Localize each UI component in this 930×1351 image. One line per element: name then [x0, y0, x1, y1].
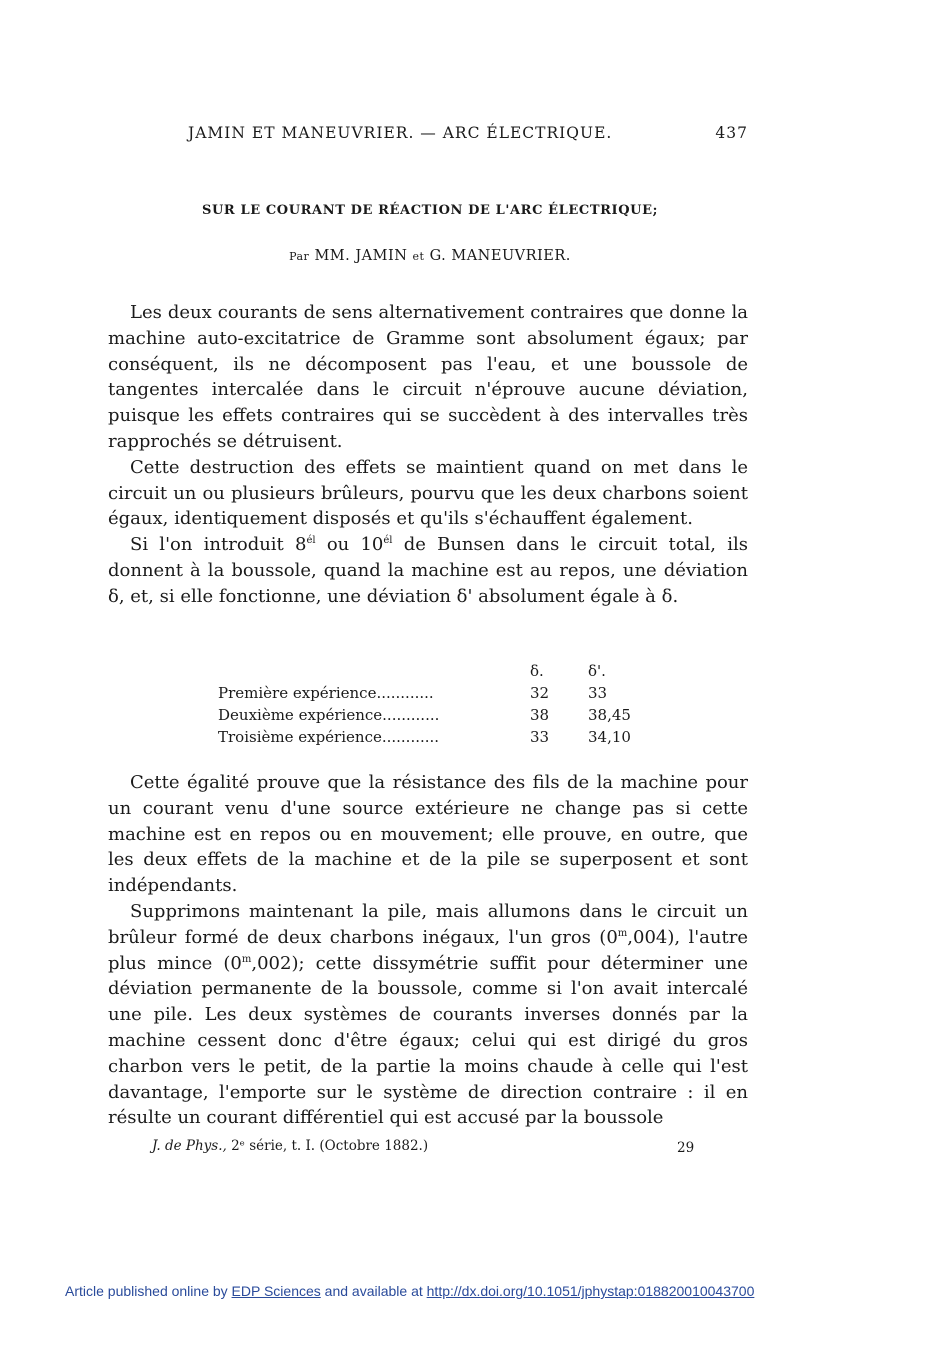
paragraph-3: [108, 532, 748, 609]
table-cell: Première expérience............: [218, 684, 434, 702]
p5-sup-1: m: [617, 927, 628, 939]
authors-line: [110, 248, 750, 264]
footer-series: 2ᵉ série, t. I. (Octobre 1882.): [226, 1138, 429, 1154]
authors-names-1: MM. JAMIN: [314, 248, 408, 264]
banner-middle: and available at: [320, 1283, 427, 1299]
table-header-row: [218, 660, 658, 682]
table-row: [218, 726, 658, 748]
p3-sup-1: él: [306, 535, 316, 547]
authors-par: Par: [289, 250, 310, 263]
p5-sup-2: m: [241, 953, 252, 965]
table-cell: Deuxième expérience............: [218, 706, 440, 724]
table-header-cell: δ.: [530, 662, 544, 680]
signature-mark: 29: [677, 1140, 695, 1156]
p3-text-a: Si l'on introduit 8: [130, 534, 307, 556]
running-title: JAMIN ET MANEUVRIER. — ARC ÉLECTRIQUE.: [188, 124, 613, 142]
publisher-link[interactable]: EDP Sciences: [231, 1283, 321, 1299]
article-title: SUR LE COURANT DE RÉACTION DE L'ARC ÉLECTRIQUE;: [202, 203, 658, 218]
p5-text-a: Supprimons maintenant la pile, mais allumons dans le circuit un brûleur formé de deux charbons inégaux, l'un gros (0: [108, 900, 748, 948]
table-cell: 38: [530, 706, 550, 724]
table-cell: 33: [530, 728, 550, 746]
table-row: [218, 704, 658, 726]
body-text-upper: [108, 300, 748, 610]
table-cell: 38,45: [588, 706, 631, 724]
p5-text-c: ,002); cette dissymétrie suffit pour déterminer une déviation permanente de la boussole, comme si l'on avait intercalé une pile. Les deux systèmes de courants inverses donnés par la machine cessent donc d'être égaux; celui qui est dirigé du gros charbon vers le petit, de la partie la moins chaude à celle qui l'est davantage, l'emporte sur le système de direction contraire : il en résulte un courant différentiel qui est accusé par la boussole: [108, 952, 748, 1129]
p5-text-b: ,004), l'autre plus mince (0: [108, 926, 748, 974]
doi-link[interactable]: http://dx.doi.org/10.1051/jphystap:018820010043700: [426, 1283, 755, 1299]
publication-banner: [65, 1283, 754, 1299]
p3-text-c: de Bunsen dans le circuit total, ils donnent à la boussole, quand la machine est au repos, une déviation δ, et, si elle fonctionne, une déviation δ' absolument égale à δ.: [108, 534, 748, 607]
paragraph-5: [108, 899, 748, 1131]
table-cell: 34,10: [588, 728, 631, 746]
body-text-lower: [108, 770, 748, 1131]
table-cell: Troisième expérience............: [218, 728, 440, 746]
p3-text-b: ou 10: [315, 534, 384, 556]
authors-et: et: [412, 250, 425, 263]
table-cell: 32: [530, 684, 550, 702]
table-cell: 33: [588, 684, 608, 702]
p3-sup-2: él: [383, 535, 393, 547]
banner-prefix: Article published online by: [65, 1283, 232, 1299]
table-row: [218, 682, 658, 704]
results-table: [218, 660, 658, 748]
paragraph-4: Cette égalité prouve que la résistance des fils de la machine pour un courant venu d'une source extérieure ne change pas si cette machine est en repos ou en mouvement; elle prouve, en outre, que les deux effets de la machine et de la pile se superposent et sont indépendants.: [108, 772, 748, 897]
paragraph-1: Les deux courants de sens alternativement contraires que donne la machine auto-excitatrice de Gramme sont absolument égaux; par conséquent, ils ne décomposent pas l'eau, et une boussole de tangentes intercalée dans le circuit n'éprouve aucune déviation, puisque les effets contraires qui se succèdent à des intervalles très rapprochés se détruisent.: [108, 302, 748, 452]
table-header-cell: δ'.: [588, 662, 606, 680]
authors-names-2: G. MANEUVRIER.: [429, 248, 571, 264]
footer-citation: [152, 1138, 695, 1156]
page-number: 437: [715, 124, 748, 142]
paragraph-2: Cette destruction des effets se maintient quand on met dans le circuit un ou plusieurs brûleurs, pourvu que les deux charbons soient égaux, identiquement disposés et qu'ils s'échauffent également.: [108, 456, 748, 530]
footer-journal: J. de Phys.,: [152, 1138, 227, 1154]
